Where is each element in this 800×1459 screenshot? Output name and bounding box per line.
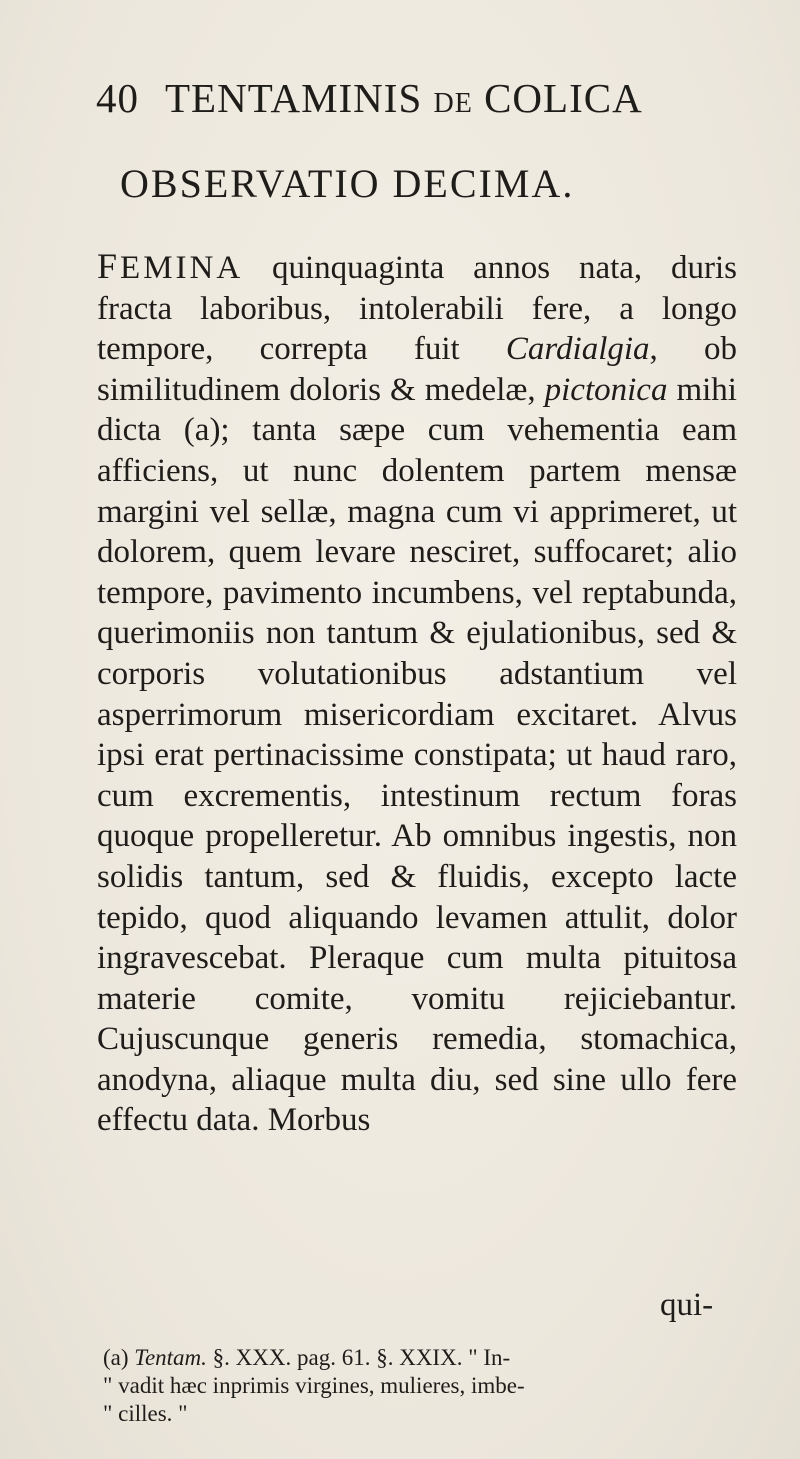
observation-title: OBSERVATIO DECIMA. [120,161,575,206]
running-head-title-part1: TENTAMINIS [165,75,423,121]
footnote [103,1344,743,1428]
running-head-de: DE [433,88,473,119]
body-paragraph [97,246,737,1141]
body-text-1: quinquaginta annos nata, duris fracta laboribus, intolerabili fere, a longo tempore, correpta fuit [97,250,737,368]
footnote-line-2: " vadit hæc inprimis virgines, mulieres, imbe- [103,1373,525,1398]
running-head [96,74,736,122]
italic-term-pictonica: pictonica [544,371,668,408]
body-text-3: mihi dicta (a); tanta sæpe cum vehementia eam afficiens, ut nunc dolentem partem mensæ margini vel sellæ, magna cum vi apprimeret, ut dolorem, quem levare nesciret, suffocaret; alio tempore, pavimento incumbens, vel reptabunda, querimoniis non tantum & ejulationibus, sed & corporis volutationibus adstantium vel asperrimorum misericordiam excitaret. Alvus ipsi erat pertinacissime constipata; ut haud raro, cum excrementis, intestinum rectum foras quoque propelleretur. Ab omnibus ingestis, non solidis tantum, sed & fluidis, excepto lacte tepido, quod aliquando levamen attulit, dolor ingravescebat. Pleraque cum multa pituitosa materie comite, vomitu rejiciebantur. Cujuscunque generis remedia, stomachica, anodyna, aliaque multa diu, sed sine ullo fere effectu data. Morbus [97,371,737,1139]
first-word: FEMINA [97,246,244,286]
footnote-line-1: (a) Tentam. §. XXX. pag. 61. §. XXIX. " In- [103,1345,511,1370]
catchword: qui- [660,1287,714,1323]
running-head-title-part2: COLICA [484,75,643,121]
footnote-ref: Tentam. [134,1345,207,1370]
italic-term-cardialgia: Cardialgia [505,331,650,368]
footnote-line-3: " cilles. " [103,1401,188,1426]
page-number: 40 [96,75,139,121]
body-text-2: , ob similitudinem doloris & medelæ, [97,331,737,408]
